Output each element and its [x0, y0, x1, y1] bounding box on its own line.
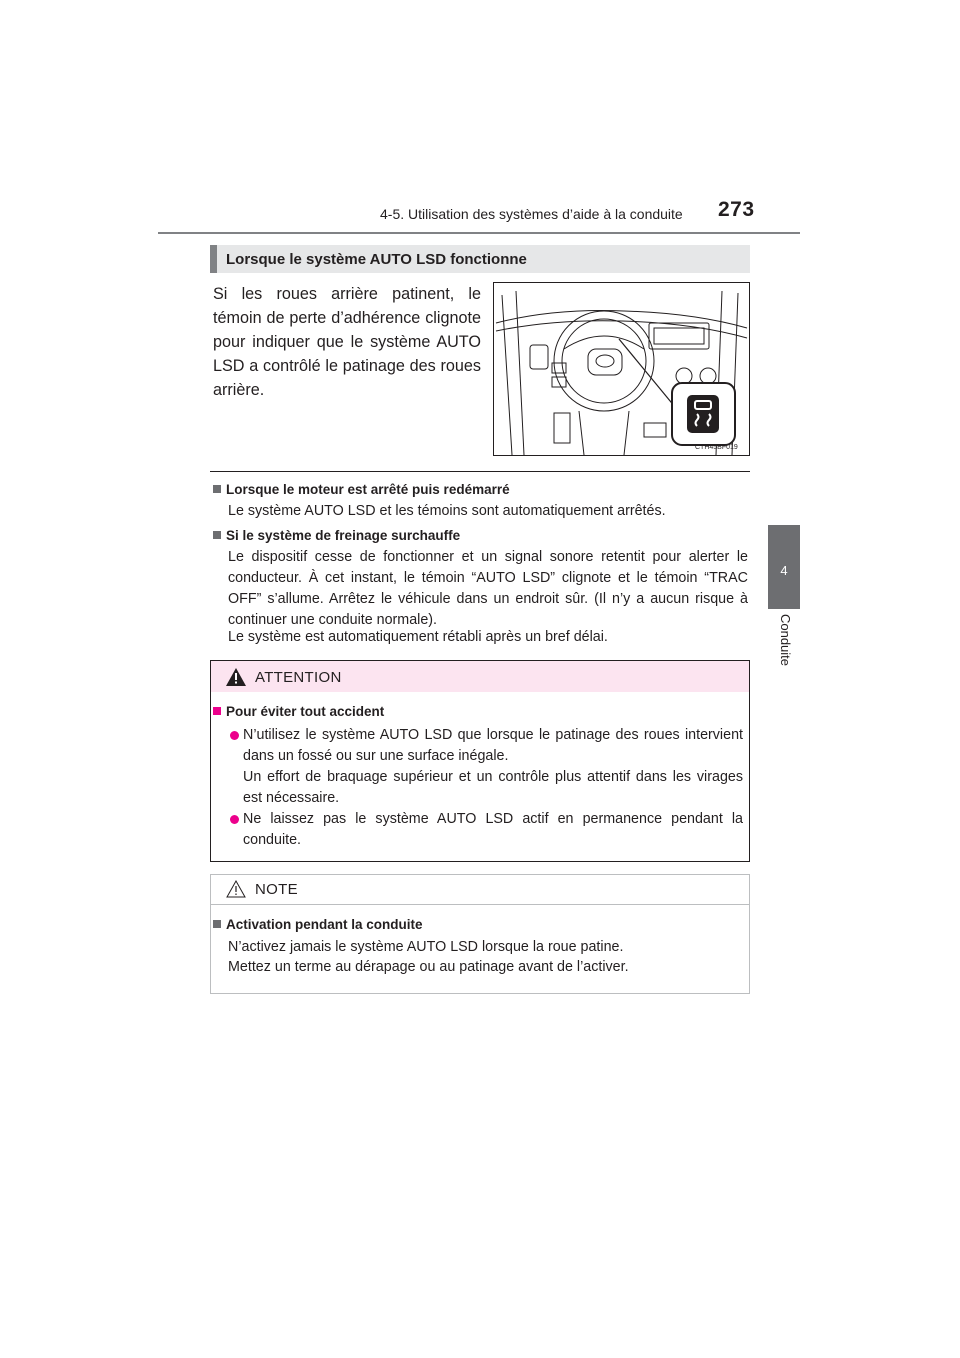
- note-heading-text: Activation pendant la conduite: [226, 917, 423, 932]
- intro-paragraph: Si les roues arrière patinent, le témoin de perte d’adhérence clignote pour indiquer que le système AUTO LSD a contrôlé le patinage des roues arrière.: [213, 285, 481, 399]
- info-text-overheat: Le dispositif cesse de fonctionner et un signal sonore retentit pour alerter le conducteur. À cet instant, le témoin “AUTO LSD” clignote et le témoin “TRAC OFF” s’allume. Arrêtez le véhicule dans un endroit sûr. (Il n’y a aucun risque à continuer une conduite normale).: [228, 549, 748, 628]
- attention-bullet-2: Ne laissez pas le système AUTO LSD actif en permanence pendant la conduite.: [243, 811, 743, 848]
- info-text-restart: Le système AUTO LSD et les témoins sont automatiquement arrêtés.: [228, 503, 666, 519]
- attention-bullet-1-text: N’utilisez le système AUTO LSD que lorsque le patinage des roues intervient dans un fossé ou sur une surface inégale.: [243, 727, 743, 764]
- info-heading-text: Si le système de freinage surchauffe: [226, 528, 461, 543]
- note-divider: [211, 904, 749, 905]
- note-heading: [213, 917, 423, 932]
- note-line-2: Mettez un terme au dérapage ou au patinage avant de l’activer.: [228, 959, 629, 975]
- note-line-1: N’activez jamais le système AUTO LSD lorsque la roue patine.: [228, 939, 624, 955]
- square-bullet-icon: [213, 485, 221, 493]
- chapter-tab-label: Conduite: [778, 613, 793, 667]
- note-label: NOTE: [255, 881, 298, 898]
- bullet-dot-icon: [230, 731, 239, 740]
- section-heading-title: Lorsque le système AUTO LSD fonctionne: [226, 251, 527, 268]
- warning-triangle-icon: [226, 668, 246, 686]
- square-bullet-icon: [213, 707, 221, 715]
- caution-outline-icon: [226, 880, 246, 898]
- attention-heading: [213, 704, 384, 719]
- section-heading-accent: [210, 245, 217, 273]
- info-heading-text: Lorsque le moteur est arrêté puis redémarré: [226, 482, 510, 497]
- attention-bullet-1: [243, 725, 743, 809]
- page-number: 273: [718, 198, 755, 221]
- square-bullet-icon: [213, 920, 221, 928]
- chapter-tab-number: 4: [780, 563, 788, 578]
- header-section-title: 4-5. Utilisation des systèmes d’aide à la conduite: [380, 206, 683, 222]
- figure-code: CTH45BF019: [695, 444, 738, 451]
- attention-heading-text: Pour éviter tout accident: [226, 704, 385, 719]
- info-text-restore: Le système est automatiquement rétabli après un bref délai.: [228, 629, 608, 645]
- bullet-dot-icon: [230, 815, 239, 824]
- section-heading-bar: [210, 245, 750, 273]
- header-divider: [158, 232, 800, 234]
- section-divider: [210, 471, 750, 472]
- attention-bullet-1-extra: Un effort de braquage supérieur et un contrôle plus attentif dans les virages est nécessaire.: [243, 769, 743, 806]
- dashboard-illustration: [493, 282, 750, 456]
- dashboard-drawing: [494, 283, 749, 455]
- attention-label: ATTENTION: [255, 669, 342, 686]
- info-heading-restart: [213, 482, 510, 497]
- note-text: [228, 937, 748, 977]
- info-heading-overheat: [213, 528, 460, 543]
- square-bullet-icon: [213, 531, 221, 539]
